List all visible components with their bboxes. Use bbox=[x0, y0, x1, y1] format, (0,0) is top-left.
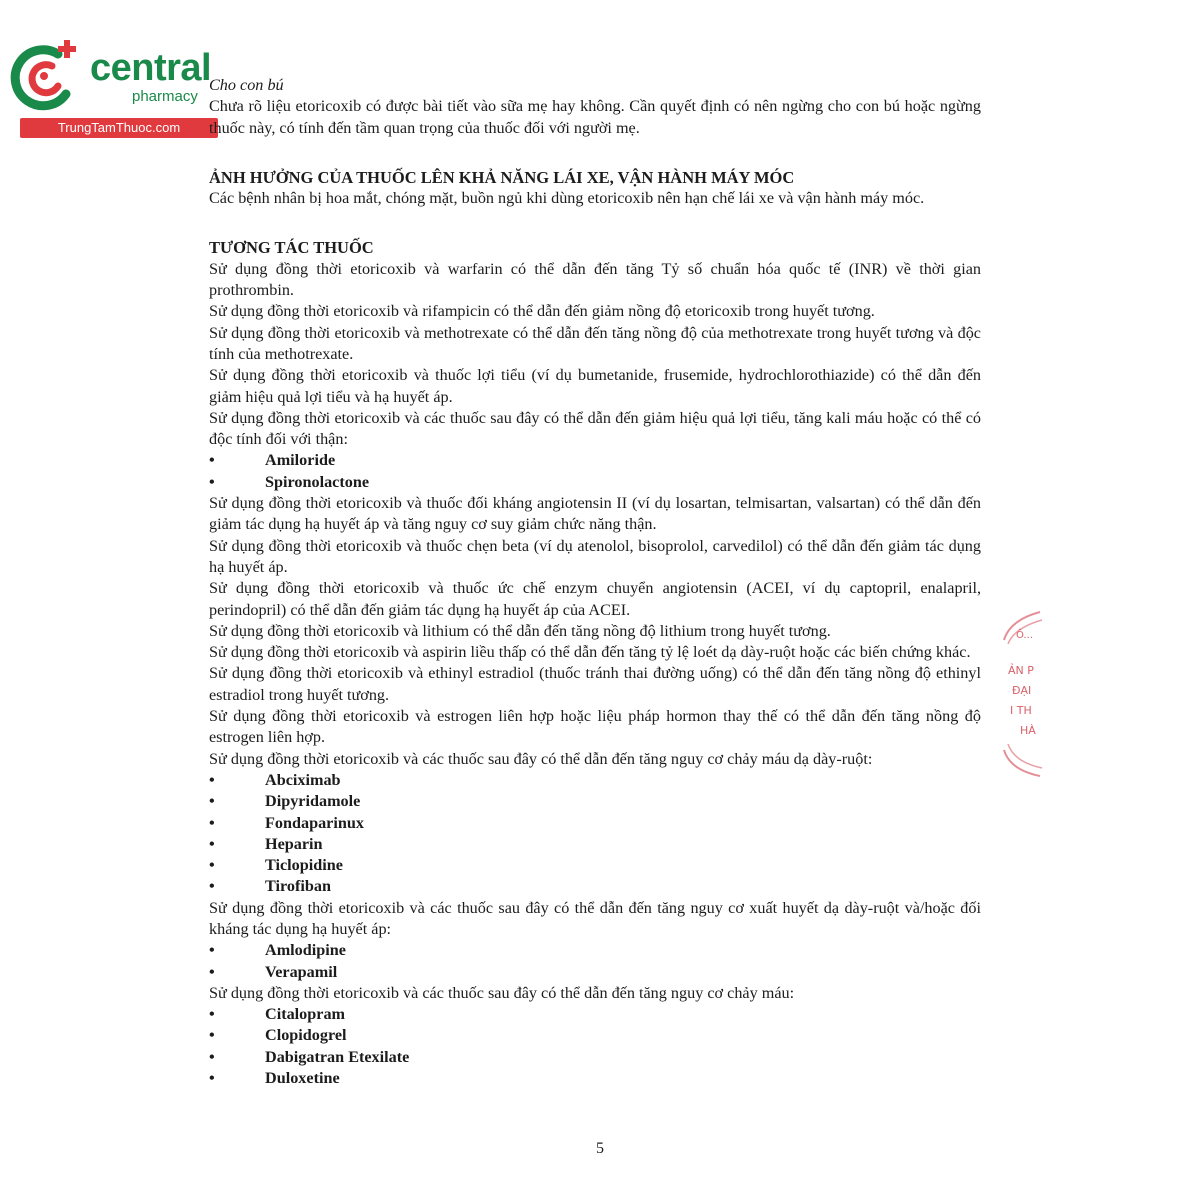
interaction-paragraph: Sử dụng đồng thời etoricoxib và ethinyl estradiol (thuốc tránh thai đường uống) có thể dẫn đến tăng nồng độ ethinyl estradiol trong huyết tương. bbox=[209, 664, 981, 704]
drug-list bbox=[209, 770, 981, 898]
driving-heading: ẢNH HƯỞNG CỦA THUỐC LÊN KHẢ NĂNG LÁI XE, VẬN HÀNH MÁY MÓC bbox=[209, 167, 795, 187]
drug-list-item: • Dabigatran Etexilate bbox=[209, 1047, 981, 1068]
drug-list-item: • Duloxetine bbox=[209, 1068, 981, 1089]
drug-list bbox=[209, 940, 981, 983]
drug-list-item: • Amlodipine bbox=[209, 940, 981, 961]
drug-list-item: • Dipyridamole bbox=[209, 791, 981, 812]
drug-list-item: • Verapamil bbox=[209, 962, 981, 983]
brand-name: central bbox=[90, 47, 212, 89]
interaction-paragraph: Sử dụng đồng thời etoricoxib và warfarin có thể dẫn đến tăng Tỷ số chuẩn hóa quốc tế (INR) về thời gian prothrombin. bbox=[209, 259, 981, 300]
document-body bbox=[209, 75, 981, 1089]
interaction-paragraph: Sử dụng đồng thời etoricoxib và lithium có thể dẫn đến tăng nồng độ lithium trong huyết tương. bbox=[209, 621, 831, 640]
breastfeeding-text: Chưa rõ liệu etoricoxib có được bài tiết vào sữa mẹ hay không. Cần quyết định có nên ngừng cho con bú hoặc ngừng thuốc này, có tính đến tầm quan trọng của thuốc đối với người mẹ. bbox=[209, 97, 981, 137]
interaction-paragraph: Sử dụng đồng thời etoricoxib và thuốc lợi tiểu (ví dụ bumetanide, frusemide, hydrochlorothiazide) có thể dẫn đến giảm hiệu quả lợi tiểu và hạ huyết áp. bbox=[209, 366, 981, 406]
drug-list-item: • Clopidogrel bbox=[209, 1025, 981, 1046]
drug-list-item: • Ticlopidine bbox=[209, 855, 981, 876]
drug-list-item: • Citalopram bbox=[209, 1004, 981, 1025]
drug-list-item: • Spironolactone bbox=[209, 472, 981, 493]
interaction-paragraph: Sử dụng đồng thời etoricoxib và các thuốc sau đây có thể dẫn đến tăng nguy cơ chảy máu dạ dày-ruột: bbox=[209, 749, 873, 768]
page-number: 5 bbox=[596, 1140, 604, 1157]
stamp-text: ĐẠI bbox=[1012, 684, 1032, 697]
site-url-banner: TrungTamThuoc.com bbox=[20, 118, 218, 138]
drug-list-item: • Heparin bbox=[209, 834, 981, 855]
stamp-text: HÀ bbox=[1020, 724, 1036, 737]
interaction-paragraph: Sử dụng đồng thời etoricoxib và thuốc đối kháng angiotensin II (ví dụ losartan, telmisartan, valsartan) có thể dẫn đến giảm tác dụng hạ huyết áp và tăng nguy cơ suy giảm chức năng thận. bbox=[209, 494, 981, 534]
interaction-paragraph: Sử dụng đồng thời etoricoxib và các thuốc sau đây có thể dẫn đến tăng nguy cơ xuất huyết dạ dày-ruột và/hoặc đối kháng tác dụng hạ huyết áp: bbox=[209, 898, 981, 938]
breastfeeding-title: Cho con bú bbox=[209, 76, 284, 94]
drug-list-item: • Amiloride bbox=[209, 450, 981, 471]
interaction-paragraph: Sử dụng đồng thời etoricoxib và thuốc ức chế enzym chuyển angiotensin (ACEI, ví dụ captopril, enalapril, perindopril) có thể dẫn đến giảm tác dụng hạ huyết áp của ACEI. bbox=[209, 579, 981, 619]
interaction-paragraph: Sử dụng đồng thời etoricoxib và methotrexate có thể dẫn đến tăng nồng độ của methotrexate trong huyết tương và độc tính của methotrexate. bbox=[209, 323, 981, 363]
drug-list-item: • Abciximab bbox=[209, 770, 981, 791]
drug-list-item: • Tirofiban bbox=[209, 876, 981, 897]
stamp-text: Ô... bbox=[1016, 630, 1034, 641]
interaction-paragraph: Sử dụng đồng thời etoricoxib và rifampicin có thể dẫn đến giảm nồng độ etoricoxib trong huyết tương. bbox=[209, 302, 875, 321]
stamp-text: ẢN P bbox=[1008, 664, 1034, 677]
stamp-text: I TH bbox=[1010, 704, 1032, 717]
drug-list bbox=[209, 450, 981, 493]
brand-subtitle: pharmacy bbox=[132, 88, 198, 105]
drug-list-item: • Fondaparinux bbox=[209, 813, 981, 834]
interactions-heading: TƯƠNG TÁC THUỐC bbox=[209, 238, 374, 258]
logo-c-plus-icon bbox=[8, 36, 88, 116]
interaction-paragraph: Sử dụng đồng thời etoricoxib và các thuốc sau đây có thể dẫn đến giảm hiệu quả lợi tiểu, tăng kali máu hoặc có thể có độc tính đối với thận: bbox=[209, 408, 981, 449]
pharmacy-logo bbox=[8, 36, 213, 136]
interaction-paragraph: Sử dụng đồng thời etoricoxib và estrogen liên hợp hoặc liệu pháp hormon thay thế có thể dẫn đến tăng nồng độ estrogen liên hợp. bbox=[209, 707, 981, 747]
interaction-paragraph: Sử dụng đồng thời etoricoxib và aspirin liều thấp có thể dẫn đến tăng tỷ lệ loét dạ dày-ruột hoặc các biến chứng khác. bbox=[209, 643, 971, 662]
interaction-paragraph: Sử dụng đồng thời etoricoxib và thuốc chẹn beta (ví dụ atenolol, bisoprolol, carvedilol) có thể dẫn đến giảm tác dụng hạ huyết áp. bbox=[209, 536, 981, 576]
driving-text: Các bệnh nhân bị hoa mắt, chóng mặt, buồn ngủ khi dùng etoricoxib nên hạn chế lái xe và vận hành máy móc. bbox=[209, 189, 925, 208]
interaction-paragraph: Sử dụng đồng thời etoricoxib và các thuốc sau đây có thể dẫn đến tăng nguy cơ chảy máu: bbox=[209, 983, 795, 1002]
red-seal-stamp bbox=[1000, 610, 1045, 780]
drug-list bbox=[209, 1004, 981, 1089]
